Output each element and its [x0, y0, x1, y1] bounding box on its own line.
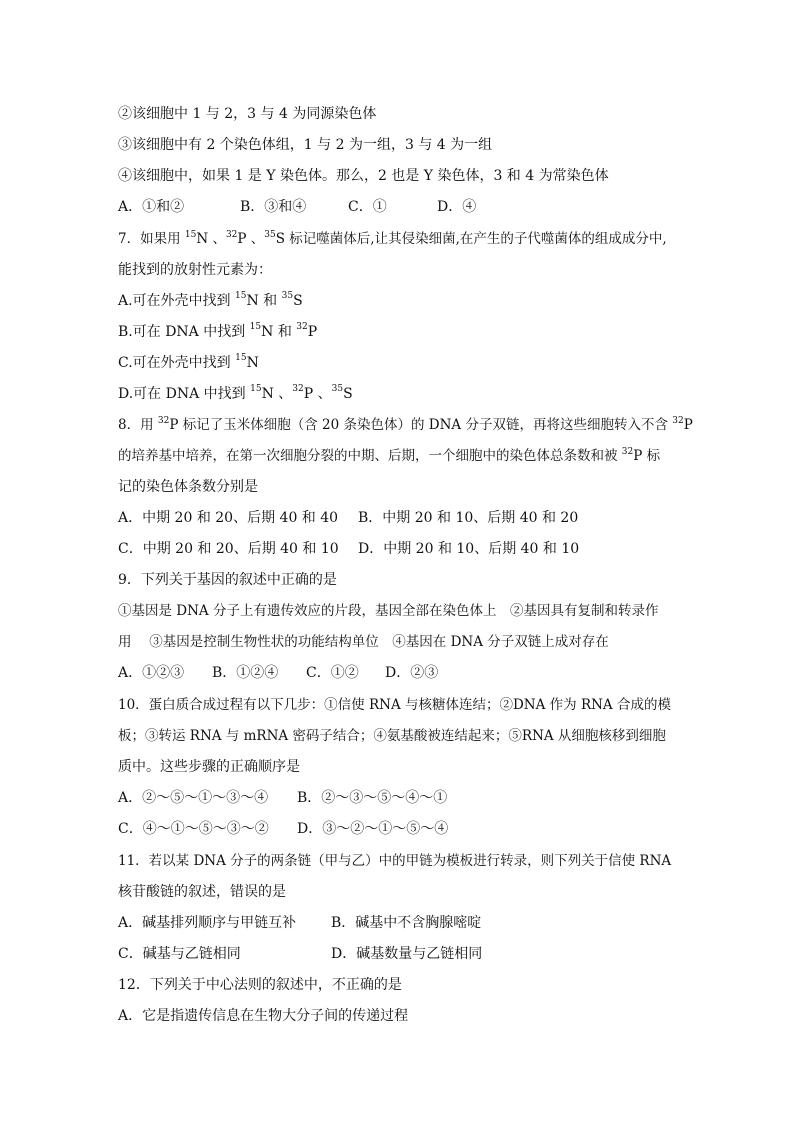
- q11-stem-line2: 核苷酸链的叙述，错误的是: [118, 884, 286, 900]
- q10-stem-line2: 板；③转运 RNA 与 mRNA 密码子结合；④氨基酸被连结起来；⑤RNA 从细胞核移到细胞: [118, 728, 666, 744]
- statement-2: ②该细胞中 1 与 2，3 与 4 为同源染色体: [118, 106, 377, 122]
- q12-stem: 12．下列关于中心法则的叙述中，不正确的是: [118, 977, 402, 993]
- q9-stem: 9．下列关于基因的叙述中正确的是: [118, 572, 337, 588]
- q9-statements-line1: ①基因是 DNA 分子上有遗传效应的片段，基因全部在染色体上 ②基因具有复制和转录作: [118, 603, 659, 619]
- q11-stem-line1: 11．若以某 DNA 分子的两条链（甲与乙）中的甲链为模板进行转录，则下列关于信使 RNA: [118, 853, 672, 869]
- statement-4: ④该细胞中，如果 1 是 Y 染色体。那么，2 也是 Y 染色体，3 和 4 为常染色体: [118, 168, 609, 184]
- q8-option-c: C．中期 20 和 20、后期 40 和 10: [118, 541, 339, 557]
- q6-option-d: D．④: [437, 199, 477, 215]
- q11-option-a: A．碱基排列顺序与甲链互补: [118, 915, 297, 931]
- q11-option-c: C．碱基与乙链相同: [118, 946, 241, 962]
- q7-option-c: C.可在外壳中找到 $^{15}$N: [118, 353, 259, 371]
- q11-option-b: B．碱基中不含胸腺嘧啶: [331, 915, 482, 931]
- q10-option-b: B．②～③～⑤～④～①: [297, 790, 448, 806]
- q10-stem-line1: 10．蛋白质合成过程有以下几步：①信使 RNA 与核糖体连结；②DNA 作为 RNA 合成的模: [118, 697, 671, 713]
- q9-option-c: C．①②: [306, 665, 359, 681]
- q9-option-b: B．①②④: [212, 665, 279, 681]
- q7-option-d: D.可在 DNA 中找到 $^{15}$N 、$^{32}$P 、$^{35}$S: [118, 384, 353, 402]
- q7-stem-line1: 7．如果用 $^{15}$N 、$^{32}$P 、$^{35}$S 标记噬菌体后,让其侵染细菌,在产生的子代噬菌体的组成成分中,: [118, 229, 667, 247]
- q10-option-a: A．②～⑤～①～③～④: [118, 790, 269, 806]
- q7-stem-line2: 能找到的放射性元素为：: [118, 262, 272, 278]
- q9-option-a: A．①②③: [118, 665, 185, 681]
- q8-stem-line1: 8．用 $^{32}$P 标记了玉米体细胞（含 20 条染色体）的 DNA 分子双链，再将这些细胞转入不含 $^{32}$P: [118, 415, 693, 433]
- q9-option-d: D．②③: [385, 665, 439, 681]
- q8-option-b: B．中期 20 和 10、后期 40 和 20: [358, 510, 579, 526]
- q6-option-b: B．③和④: [240, 199, 307, 215]
- q8-option-a: A．中期 20 和 20、后期 40 和 40: [118, 510, 339, 526]
- q12-option-a: A．它是指遗传信息在生物大分子间的传递过程: [118, 1008, 409, 1024]
- q7-option-b: B.可在 DNA 中找到 $^{15}$N 和 $^{32}$P: [118, 322, 318, 340]
- q6-option-a: A．①和②: [118, 199, 185, 215]
- q6-option-c: C．①: [348, 199, 387, 215]
- q8-option-d: D．中期 20 和 10、后期 40 和 10: [358, 541, 580, 557]
- q10-option-c: C．④～①～⑤～③～②: [118, 821, 269, 837]
- q8-stem-line3: 记的染色体条数分别是: [118, 479, 258, 495]
- q10-stem-line3: 质中。这些步骤的正确顺序是: [118, 759, 300, 775]
- q11-option-d: D．碱基数量与乙链相同: [331, 946, 483, 962]
- q9-statements-line2: 用 ③基因是控制生物性状的功能结构单位 ④基因在 DNA 分子双链上成对存在: [118, 634, 609, 650]
- statement-3: ③该细胞中有 2 个染色体组，1 与 2 为一组，3 与 4 为一组: [118, 137, 493, 153]
- q7-option-a: A.可在外壳中找到 $^{15}$N 和 $^{35}$S: [118, 291, 303, 309]
- q8-stem-line2: 的培养基中培养，在第一次细胞分裂的中期、后期，一个细胞中的染色体总条数和被 $^{32}$P 标: [118, 446, 661, 464]
- q10-option-d: D．③～②～①～⑤～④: [297, 821, 449, 837]
